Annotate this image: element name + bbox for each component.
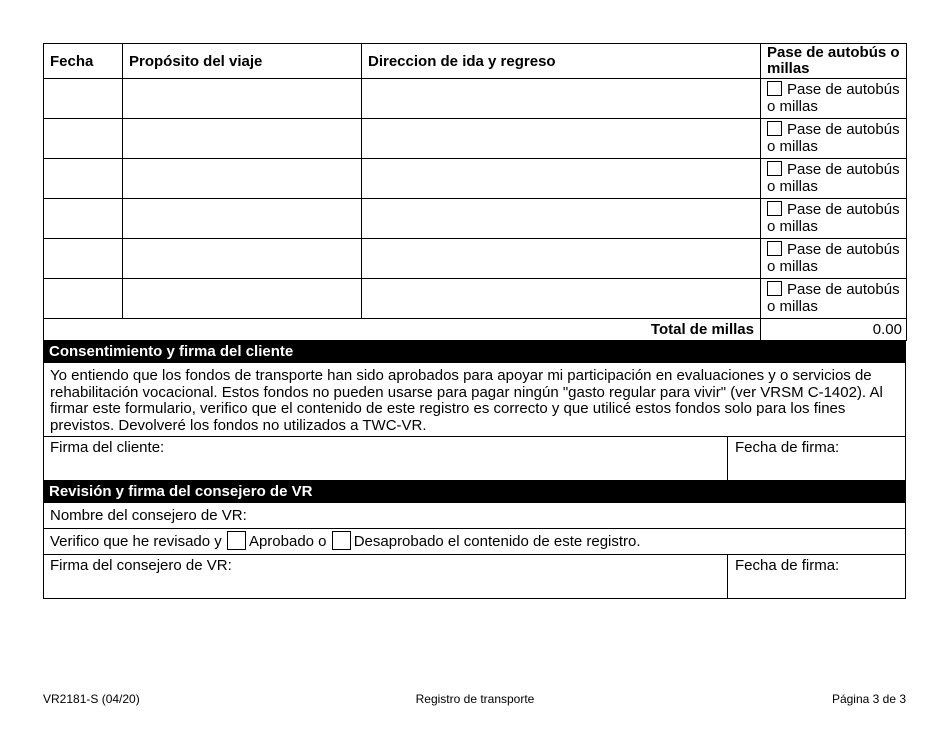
date-field[interactable]	[44, 119, 123, 159]
route-field[interactable]	[362, 119, 761, 159]
pass-cell	[761, 279, 907, 319]
header-purpose: Propósito del viaje	[123, 44, 362, 79]
pass-option-label: Pase de autobús	[787, 121, 900, 138]
date-field[interactable]	[44, 279, 123, 319]
footer-form-id: VR2181-S (04/20)	[43, 692, 140, 706]
counselor-signature-field[interactable]	[44, 555, 728, 598]
route-field[interactable]	[362, 239, 761, 279]
table-row	[44, 199, 907, 239]
table-row	[44, 79, 907, 119]
header-date: Fecha	[44, 44, 123, 79]
verification-row	[43, 529, 906, 555]
pass-option-label: Pase de autobús	[787, 281, 900, 298]
client-signature-row	[43, 437, 906, 481]
purpose-field[interactable]	[123, 159, 362, 199]
footer-page-number: Página 3 de 3	[831, 692, 906, 706]
purpose-field[interactable]	[123, 199, 362, 239]
route-field[interactable]	[362, 279, 761, 319]
date-field[interactable]	[44, 199, 123, 239]
pass-checkbox[interactable]	[767, 121, 782, 136]
footer-title: Registro de transporte	[415, 692, 535, 706]
pass-option-label-2: o millas	[767, 138, 818, 155]
trip-table	[43, 43, 907, 341]
route-field[interactable]	[362, 159, 761, 199]
date-field[interactable]	[44, 239, 123, 279]
counselor-signature-date-label: Fecha de firma:	[735, 557, 840, 574]
pass-option-label: Pase de autobús	[787, 241, 900, 258]
pass-checkbox[interactable]	[767, 201, 782, 216]
total-miles-label: Total de millas	[44, 319, 761, 341]
consent-text: Yo entiendo que los fondos de transporte han sido aprobados para apoyar mi participación en evaluaciones y o servicios de rehabilitación vocacional. Estos fondos no pueden usarse para pagar ningún "gasto regular para vivir" (ver VRSM C-1402). Al firmar este formulario, verifico que el contenido de este registro es correcto y que utilicé estos fondos solo para los fines previstos. Devolveré los fondos no utilizados a TWC-VR.	[43, 363, 906, 437]
client-signature-field[interactable]	[44, 437, 728, 480]
pass-cell	[761, 79, 907, 119]
pass-option-label-2: o millas	[767, 258, 818, 275]
pass-option-label: Pase de autobús	[787, 161, 900, 178]
route-field[interactable]	[362, 79, 761, 119]
purpose-field[interactable]	[123, 119, 362, 159]
pass-cell	[761, 199, 907, 239]
purpose-field[interactable]	[123, 79, 362, 119]
header-pass: Pase de autobús o millas	[761, 44, 907, 79]
pass-checkbox[interactable]	[767, 81, 782, 96]
date-field[interactable]	[44, 79, 123, 119]
disapproved-checkbox[interactable]	[332, 531, 351, 550]
counselor-name-label: Nombre del consejero de VR:	[50, 507, 247, 524]
counselor-signature-date-field[interactable]	[728, 555, 905, 598]
table-row	[44, 159, 907, 199]
header-route: Direccion de ida y regreso	[362, 44, 761, 79]
pass-cell	[761, 119, 907, 159]
table-row	[44, 119, 907, 159]
date-field[interactable]	[44, 159, 123, 199]
consent-section-header: Consentimiento y firma del cliente	[43, 341, 906, 363]
route-field[interactable]	[362, 199, 761, 239]
counselor-signature-label: Firma del consejero de VR:	[50, 557, 232, 574]
client-signature-label: Firma del cliente:	[50, 439, 165, 456]
pass-cell	[761, 159, 907, 199]
pass-option-label-2: o millas	[767, 178, 818, 195]
pass-option-label-2: o millas	[767, 218, 818, 235]
purpose-field[interactable]	[123, 279, 362, 319]
client-signature-date-field[interactable]	[728, 437, 905, 480]
pass-option-label-2: o millas	[767, 98, 818, 115]
pass-option-label: Pase de autobús	[787, 201, 900, 218]
pass-checkbox[interactable]	[767, 161, 782, 176]
disapproved-label: Desaprobado el contenido de este registro.	[353, 533, 641, 550]
approved-label: Aprobado o	[248, 533, 327, 550]
pass-checkbox[interactable]	[767, 241, 782, 256]
client-signature-date-label: Fecha de firma:	[735, 439, 840, 456]
total-miles-value: 0.00	[761, 319, 907, 341]
pass-checkbox[interactable]	[767, 281, 782, 296]
verify-text: Verifico que he revisado y	[50, 533, 222, 550]
pass-option-label: Pase de autobús	[787, 81, 900, 98]
table-row	[44, 279, 907, 319]
counselor-signature-row	[43, 555, 906, 599]
approved-checkbox[interactable]	[227, 531, 246, 550]
pass-cell	[761, 239, 907, 279]
purpose-field[interactable]	[123, 239, 362, 279]
trip-table-header	[44, 44, 907, 79]
pass-option-label-2: o millas	[767, 298, 818, 315]
counselor-name-field[interactable]	[43, 503, 906, 529]
transport-form	[43, 43, 906, 599]
total-row	[44, 319, 907, 341]
table-row	[44, 239, 907, 279]
review-section-header: Revisión y firma del consejero de VR	[43, 481, 906, 503]
